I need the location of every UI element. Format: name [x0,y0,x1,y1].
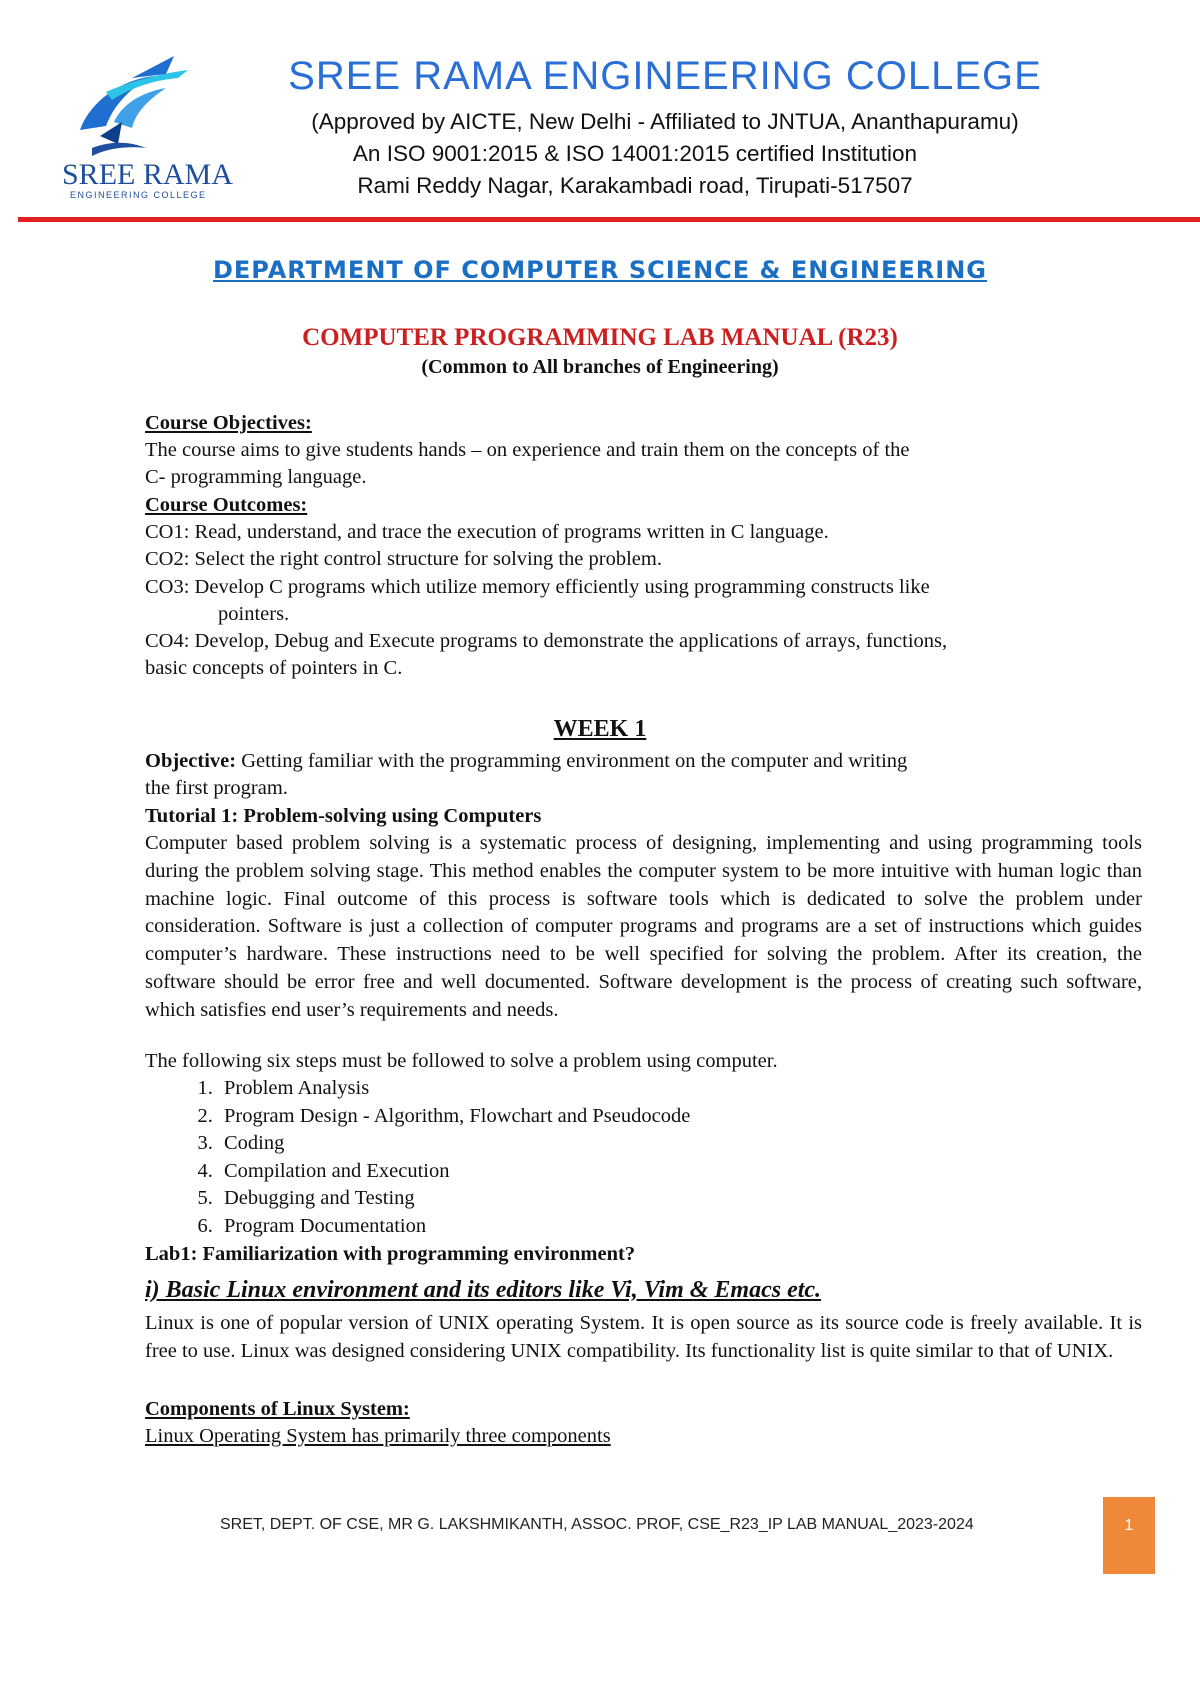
department-heading: DEPARTMENT OF COMPUTER SCIENCE & ENGINEERING [212,256,987,284]
manual-subtitle: (Common to All branches of Engineering) [421,356,779,378]
college-logo [62,52,233,202]
components-heading: Components of Linux System: [145,1398,410,1420]
approval-line: (Approved by AICTE, New Delhi - Affiliated to JNTUA, Ananthapuramu) [311,109,1019,134]
outcome-co4: CO4: Develop, Debug and Execute programs to demonstrate the applications of arrays, functions, [145,630,948,652]
outcome-co1: CO1: Read, understand, and trace the execution of programs written in C language. [145,521,829,543]
outcomes-heading: Course Outcomes: [145,494,308,516]
tutorial-title: Tutorial 1: Problem-solving using Computers [145,805,542,827]
outcome-co3-cont: pointers. [218,603,290,625]
outcome-co2: CO2: Select the right control structure for solving the problem. [145,548,662,570]
list-item: 6. Program Documentation [218,1213,690,1241]
college-name: SREE RAMA ENGINEERING COLLEGE [288,54,1042,98]
address-line: Rami Reddy Nagar, Karakambadi road, Tirupati-517507 [357,173,913,198]
logo-emblem-icon [62,52,233,202]
week-objective-cont: the first program. [145,777,288,799]
svg-text:ENGINEERING COLLEGE: ENGINEERING COLLEGE [70,190,207,200]
week-heading: WEEK 1 [553,716,647,742]
list-item: 2. Program Design - Algorithm, Flowchart and Pseudocode [218,1103,690,1131]
objectives-heading: Course Objectives: [145,412,312,434]
objective-text: Getting familiar with the programming environment on the computer and writing [236,750,908,772]
week-objective [145,748,907,775]
manual-title: COMPUTER PROGRAMMING LAB MANUAL (R23) [302,324,898,351]
lab-subheading: i) Basic Linux environment and its editors like Vi, Vim & Emacs etc. [145,1277,822,1303]
footer-text: SRET, DEPT. OF CSE, MR G. LAKSHMIKANTH, ASSOC. PROF, CSE_R23_IP LAB MANUAL_2023-2024 [220,1516,974,1533]
iso-line: An ISO 9001:2015 & ISO 14001:2015 certified Institution [352,141,918,166]
objectives-text-2: C- programming language. [145,466,367,488]
list-item: 5. Debugging and Testing [218,1185,690,1213]
list-item: 3. Coding [218,1130,690,1158]
linux-paragraph: Linux is one of popular version of UNIX operating System. It is open source as its source code is freely available. It is free to use. Linux was designed considering UNIX compatibility. Its functionality list is quite similar to that of UNIX. [145,1312,1142,1362]
steps-intro: The following six steps must be followed to solve a problem using computer. [145,1050,778,1072]
outcome-co3: CO3: Develop C programs which utilize memory efficiently using programming constructs like [145,576,930,598]
header-divider [18,217,1200,222]
list-item: 4. Compilation and Execution [218,1158,690,1186]
objective-label: Objective: [145,750,237,772]
components-text: Linux Operating System has primarily three components [145,1425,611,1447]
steps-list [198,1075,690,1241]
tutorial-paragraph: Computer based problem solving is a systematic process of designing, implementing and using programming tools during the problem solving stage. This method enables the computer system to be more intuitive with human logic than machine logic. Final outcome of this process is software tools which is dedicated to solve the problem under consideration. Software is just a collection of computer programs and programs are a set of instructions which guides computer’s hardware. These instructions need to be well specified for solving the problem. After its creation, the software should be error free and well documented. Software development is the process of creating such software, which satisfies end user’s requirements and needs. [145,832,1142,1021]
list-item: 1. Problem Analysis [218,1075,690,1103]
svg-text:SREE RAMA: SREE RAMA [62,158,233,191]
page-number: 1 [1103,1497,1155,1574]
lab-title: Lab1: Familiarization with programming environment? [145,1243,636,1265]
objectives-text: The course aims to give students hands – on experience and train them on the concepts of the [145,439,910,461]
outcome-co4-cont: basic concepts of pointers in C. [145,657,403,679]
